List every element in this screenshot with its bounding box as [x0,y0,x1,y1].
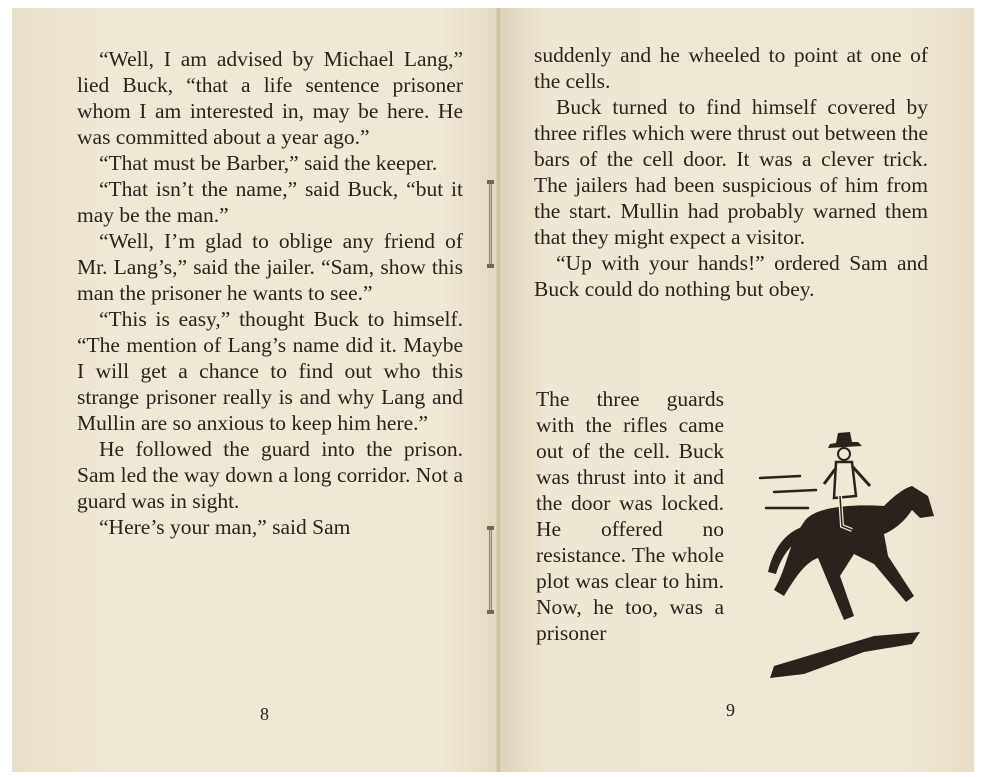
page-number-right: 9 [726,700,735,720]
left-page-text [77,46,463,540]
staple-icon [486,522,496,600]
left-page [12,8,500,772]
right-page [500,8,974,772]
paragraph: “Here’s your man,” said Sam [99,515,351,539]
paragraph: Buck turned to find himself covered by three rifles which were thrust out between the bars of the cell door. It was a clever trick. The jailers had been suspicious of him from the start. Mullin had probably warned them that they might expect a visitor. [534,95,928,249]
paragraph: The three guards with the rifles came out of the cell. Buck was thrust into it and the door was locked. He offered no resistance. The whole plot was clear to him. Now, he too, was a prisoner [536,387,724,645]
paragraph: “That isn’t the name,” said Buck, “but it may be the man.” [77,177,463,227]
staple-icon [486,176,496,254]
book-spread [12,8,974,772]
paragraph: “Well, I’m glad to oblige any friend of Mr. Lang’s,” said the jailer. “Sam, show this man the prisoner he wants to see.” [77,229,463,305]
paragraph: “Up with your hands!” ordered Sam and Buck could do nothing but obey. [534,251,928,301]
paragraph: suddenly and he wheeled to point at one of the cells. [534,43,928,93]
paragraph: “That must be Barber,” said the keeper. [99,151,438,175]
page-number-left: 8 [260,704,269,724]
right-page-text [534,42,928,302]
wrapped-text-block [536,386,724,646]
cowboy-on-horseback-icon [744,426,944,696]
paragraph: He followed the guard into the prison. Sam led the way down a long corridor. Not a guard was in sight. [77,437,463,513]
paragraph: “This is easy,” thought Buck to himself. “The mention of Lang’s name did it. Maybe I will get a chance to find out who this strange prisoner really is and why Lang and Mullin are so anxious to keep him here.” [77,307,463,435]
paragraph: “Well, I am advised by Michael Lang,” lied Buck, “that a life sentence prisoner whom I am interested in, may be here. He was committed about a year ago.” [77,47,463,149]
